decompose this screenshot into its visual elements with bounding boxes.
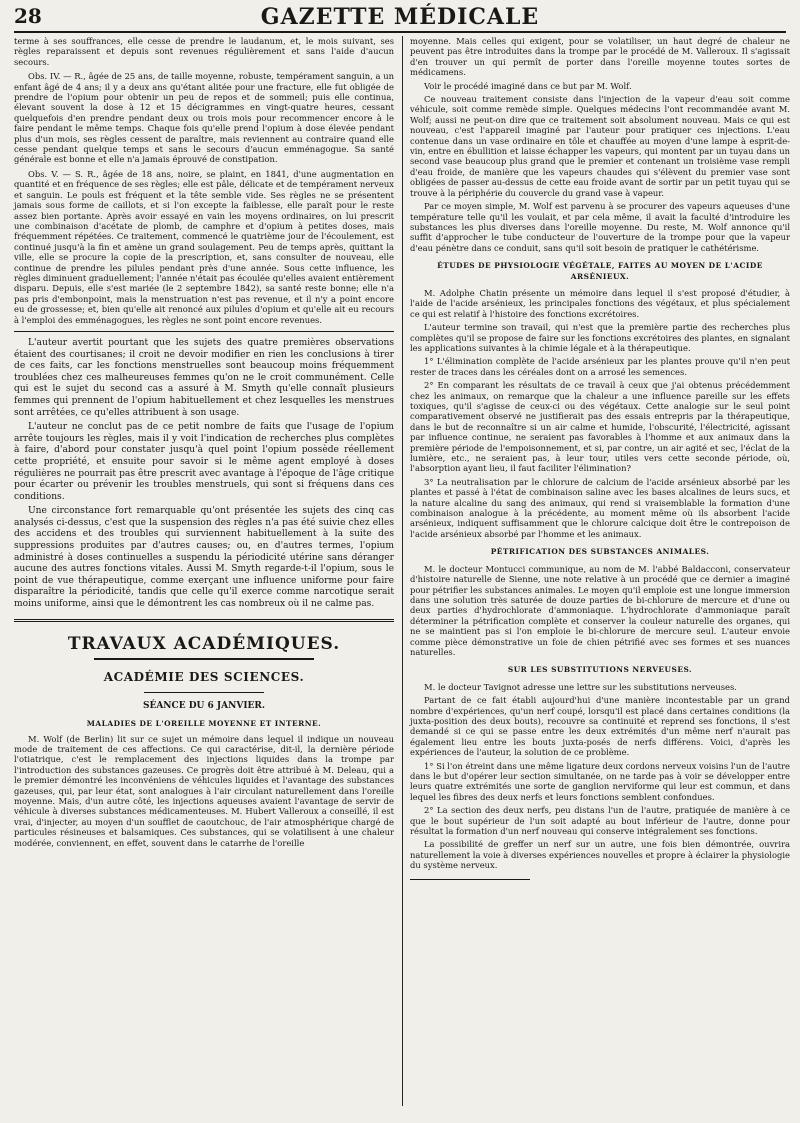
paragraph-author-note: L'auteur avertit pourtant que les sujets des quatre premières observations étaient des courtisanes; il croit ne devoir modifier en rien les conclusions à tirer de ces faits, car les fonctions menstruelles sont beaucoup moins fréquemment troublées chez ces malheureuses femmes qu'on ne le croit communément. Celle qui est le sujet du second cas a assuré à M. Smyth qu'elle connaît plusieurs femmes qui prennent de l'opium habituellement et chez lesquelles les menstrues sont arrêtées, ce qu'elles attribuent à son usage. xyxy=(14,337,394,418)
academy-heading: ACADÉMIE DES SCIENCES. xyxy=(103,669,305,684)
ear-diseases-heading: MALADIES DE L'OREILLE MOYENNE ET INTERNE. xyxy=(86,718,322,728)
paragraph-starting: Partant de ce fait établi aujourd'hui d'une manière incontestable par un grand nombre d'expériences, qu'un nerf coupé, lorsqu'il est placé dans certaines conditions (la juxta-position des deux bouts), recouvre sa continuité et reprend ses fonctions, il s'est demandé si ce qui se passe entre les deux extrémités d'un même nerf n'aurait pas également lieu entre les bouts juxta-posés de nerfs différens. Voici, d'après les expériences de l'auteur, la solution de ce problème. xyxy=(410,695,790,758)
paragraph-possibility: La possibilité de greffer un nerf sur un autre, une fois bien démontrée, ouvrira naturellement la voie à diverses expériences nouvelles et propre à éclairer la physiologie du système nerveux. xyxy=(410,839,790,871)
paragraph-wolf: M. Wolf (de Berlin) lit sur ce sujet un mémoire dans lequel il indique un nouveau mode de traitement de ces affections. Ce qui caractérise, dit-il, la dernière période l'otiatrique, c'est le remplacement des injections liquides dans la trompe par l'introduction des substances gazeuses. Ce progrès doit être attribué à M. Deleau, qui a le premier démontré les inconvéniens de véhicules liquides et l'avantage des substances gazeuses, qui, par leur état, sont analogues à l'air circulant naturellement dans l'oreille moyenne. Mais, d'un autre côté, les injections aqueuses avaient l'avantage de servir de véhicule à diverses substances médicamenteuses. M. Hubert Valleroux a conseillé, il est vrai, d'injecter, au moyen d'un soufflet de caoutchouc, de l'air atmosphérique chargé de particules résineuses et balsamiques. Ces substances, qui se volatilisent à une chaleur modérée, conviennent, en effet, souvent dans le catarrhe de l'oreille xyxy=(14,733,394,848)
paragraph-vapor-treatment: Ce nouveau traitement consiste dans l'injection de la vapeur d'eau soit comme véhicule, soit comme remède simple. Quelques médecins l'ont recommandée avant M. Wolf; aussi ne peut-on dire que ce traitement soit absolument nouveau. Mais ce qui est nouveau, c'est l'appareil imaginé par l'auteur pour pratiquer ces injections. L'eau contenue dans un vase ordinaire en tôle et chauffée au moyen d'une lampe à esprit-de-vin, entre en ébullition et laisse échapper les vapeurs, qui montent par un tuyau dans un second vase beaucoup plus grand que le premier et contenant un troisième vase rempli d'eau froide, de manière que les vapeurs chaudes qui s'élèvent du premier vase sont obligées de passer au-dessus de cette eau froide avant de sortir par un petit tuyau qui se trouve à la périphérie du couvercle du grand vase à vapeur. xyxy=(410,94,790,198)
nerve-substitution-heading: SUR LES SUBSTITUTIONS NERVEUSES. xyxy=(507,665,693,675)
academy-rule xyxy=(144,692,264,693)
nerve-point-1: 1° Si l'on étreint dans une même ligature deux cordons nerveux voisins l'un de l'autre dans le but d'opérer leur section simultanée, on ne tarde pas à voir se développer entre leurs quatre extrémités une sorte de ganglion nerviforme qui leur est commun, et dans lequel les fibres des deux nerfs et leurs fonctions semblent confondues. xyxy=(410,760,790,802)
observation-5: Obs. V. — S. R., âgée de 18 ans, noire, se plaint, en 1841, d'une augmentation en quantité et en fréquence de ses règles; elle est pâle, délicate et de tempérament nerveux et sanguin. Le pouls est fréquent et la tête semble vide. Ses règles ne se présentent jamais sous forme de caillots, et si l'on excepte la faiblesse, elle paraît pour le reste assez bien portante. Après avoir essayé en vain les moyens ordinaires, on lui prescrit une combinaison d'acétate de plomb, de camphre et d'opium à petites doses, mais fréquemment répétées. Ce traitement, commencé le quatrième jour de l'écoulement, est continué jusqu'à la fin et amène un grand soulagement. Peu de temps après, quittant la ville, elle se procure la copie de la prescription, et, sans consulter de nouveau, elle continue de prendre les pilules pendant près d'une année. Sous cette influence, les règles diminuent graduellement; l'année n'était pas écoulée qu'elles avaient entièrement disparu. Depuis, elle s'est mariée (le 2 septembre 1842), sa santé reste bonne; elle n'a pas pris d'embonpoint, mais la menstruation n'est pas revenue, et il n'y a point encore eu de grossesse; et, bien qu'elle ait renoncé aux pilules d'opium et qu'elle ait eu recours à l'emploi des emménagogues, les règles ne sont point encore revenues. xyxy=(14,168,394,325)
point-2: 2° En comparant les résultats de ce travail à ceux que j'ai obtenus précédemment chez les animaux, on remarque que la chaleur a une influence pareille sur les effets toxiques, qu'il s'agisse de ceux-ci ou des végétaux. Cette analogie sur le seul point comparativement observé ne justifierait pas des essais entrepris par la thérapeutique, dans le but de reconnaître si un air calme et humide, l'obscurité, l'électricité, agissant par influence continue, ne seraient pas favorables à l'homme et aux animaux dans la première période de l'empoisonnement, et si, par contre, un air agité et sec, l'éclat de la lumière, etc., ne seraient pas, à leur tour, utiles vers cette seconde période, où, l'absorption ayant lieu, il faut faciliter l'élimination? xyxy=(410,380,790,474)
paragraph-simple-means: Par ce moyen simple, M. Wolf est parvenu à se procurer des vapeurs aqueuses d'une température telle qu'il les voulait, et par cela même, il avait la faculté d'introduire les substances les plus diverses dans l'oreille moyenne. Du reste, M. Wolf annonce qu'il suffit d'approcher le tube conducteur de l'ouverture de la trompe pour que la vapeur d'eau pénètre dans ce conduit, sans qu'il soit besoin de pratiquer le cathétérisme. xyxy=(410,201,790,253)
left-column xyxy=(14,36,394,851)
page-number: 28 xyxy=(14,4,42,28)
section-separator xyxy=(14,331,394,332)
paragraph-circumstance: Une circonstance fort remarquable qu'ont présentée les sujets des cinq cas analysés ci-dessus, c'est que la suspension des règles n'a pas été suivie chez elles des accidens et des troubles qui surviennent habituellement à la suite des suppressions produites par d'autres causes; ou, en d'autres termes, l'opium administré à doses continuelles a suspendu la périodicité utérine sans déranger aucune des autres fonctions vitales. Aussi M. Smyth regarde-t-il l'opium, sous le point de vue thérapeutique, comme exerçant une influence uniforme pour faire disparaître la périodicité, tandis que celle qu'il exerce comme narcotique serait moins uniforme, ainsi que le démontrent les cas nombreux où il ne calme pas. xyxy=(14,506,394,610)
paragraph-wolf-procedure: Voir le procédé imaginé dans ce but par M. Wolf. xyxy=(424,80,632,91)
point-1: 1° L'élimination complète de l'acide arsénieux par les plantes prouve qu'il n'en peut rester de traces dans les céréales dont on a arrosé les semences. xyxy=(410,356,790,377)
session-heading: SÉANCE DU 6 JANVIER. xyxy=(142,700,266,711)
column-divider xyxy=(402,36,403,1106)
paragraph-author-conclusion: L'auteur ne conclut pas de ce petit nombre de faits que l'usage de l'opium arrête toujours les règles, mais il y voit l'indication de recherches plus complètes à faire, d'abord pour constater jusqu'à quel point l'opium possède réellement cette propriété, et ensuite pour savoir si le même agent employé à doses régulières ne pourrait pas être prescrit avec avantage à l'époque de l'âge critique pour écarter ou prévenir les troubles menstruels, qui sont si fréquens dans ces conditions. xyxy=(14,422,394,502)
paragraph-continuation-right: moyenne. Mais celles qui exigent, pour se volatiliser, un haut degré de chaleur ne peuvent pas être introduites dans la trompe par le procédé de M. Valleroux. Il s'agissait d'en trouver un qui permît de porter dans l'oreille moyenne toutes sortes de médicamens. xyxy=(410,36,790,78)
masthead: GAZETTE MÉDICALE xyxy=(260,4,540,30)
observation-4: Obs. IV. — R., âgée de 25 ans, de taille moyenne, robuste, tempérament sanguin, a un enfant âgé de 4 ans; il y a deux ans qu'étant alitée pour une fracture, elle fut obligée de prendre de l'opium pour obtenir un peu de repos et de sommeil; puis elle continua, élevant souvent la dose à 12 et 15 décigrammes en vingt-quatre heures, cessant quelquefois d'en prendre pendant deux ou trois mois pour recommencer encore à le faire pendant le même temps. Chaque fois qu'elle prend l'opium à dose élevée pendant plus d'un mois, ses règles cessent de paraître, mais reviennent au contraire quand elle cesse pendant quelque temps et sans le secours d'aucun emménagogue. Sa santé générale est bonne et elle n'a jamais éprouvé de constipation. xyxy=(14,71,394,165)
nerve-point-2: 2° La section des deux nerfs, peu distans l'un de l'autre, pratiquée de manière à ce que le bout supérieur de l'un soit adapté au bout inférieur de l'autre, donne pour résultat la formation d'un nerf nouveau qui conserve intégralement ses fonctions. xyxy=(410,805,790,837)
double-rule xyxy=(14,619,394,622)
paragraph-author-ends: L'auteur termine son travail, qui n'est que la première partie des recherches plus complètes qu'il se propose de faire sur les fonctions excrétoires des plantes, en signalant les applications suivantes à la chimie légale et à la thérapeutique. xyxy=(410,322,790,353)
petrification-heading: PÉTRIFICATION DES SUBSTANCES ANIMALES. xyxy=(490,547,710,557)
paragraph-continuation: terme à ses souffrances, elle cesse de prendre le laudanum, et, le mois suivant, ses règles reparaissent et depuis sont revenues régulièrement et sans l'aide d'aucun secours. xyxy=(14,36,394,67)
right-column xyxy=(410,36,790,880)
paragraph-tavignot: M. le docteur Tavignot adresse une lettre sur les substitutions nerveuses. xyxy=(424,681,737,692)
closing-rule xyxy=(410,879,530,880)
section-title: TRAVAUX ACADÉMIQUES. xyxy=(67,633,341,654)
point-3: 3° La neutralisation par le chlorure de calcium de l'acide arsénieux absorbé par les plantes et passé à l'état de combinaison saline avec les bases alcalines de leurs sucs, et la nature alcaline du sang des animaux, qui rend si vraisemblable la formation d'une combinaison analogue à la précédente, au moment même où ils absorbent l'acide arsénieux, indiquent suffisamment que le chlorure calcique doit être le contrepoison de l'acide arsénieux absorbé par l'homme et les animaux. xyxy=(410,476,790,539)
title-underline xyxy=(94,658,314,660)
header-rule xyxy=(14,31,786,33)
paragraph-chatin: M. Adolphe Chatin présente un mémoire dans lequel il s'est proposé d'étudier, à l'aide de l'acide arsénieux, les principales fonctions des végétaux, et plus spécialement ce qui est relatif à l'histoire des fonctions excrétoires. xyxy=(410,287,790,319)
paragraph-montucci: M. le docteur Montucci communique, au nom de M. l'abbé Baldacconi, conservateur d'histoire naturelle de Sienne, une note relative à un procédé que ce dernier a imaginé pour pétrifier les substances animales. Le moyen qu'il emploie est une longue immersion dans une solution très saturée de douze parties de bi-chlorure de mercure et d'une ou deux parties d'hydrochlorate d'ammoniaque. L'hydrochlorate d'ammoniaque paraît déterminer la pétrification complète et conserver la couleur naturelle des organes, qui ne se maintient pas si l'on emploie le bi-chlorure de mercure seul. L'auteur envoie comme pièce démonstrative un foie de chien pétrifié avec ses formes et ses nuances naturelles. xyxy=(410,563,790,657)
plant-physiology-heading: ÉTUDES DE PHYSIOLOGIE VÉGÉTALE, FAITES AU MOYEN DE L'ACIDE ARSÉNIEUX. xyxy=(437,261,763,281)
